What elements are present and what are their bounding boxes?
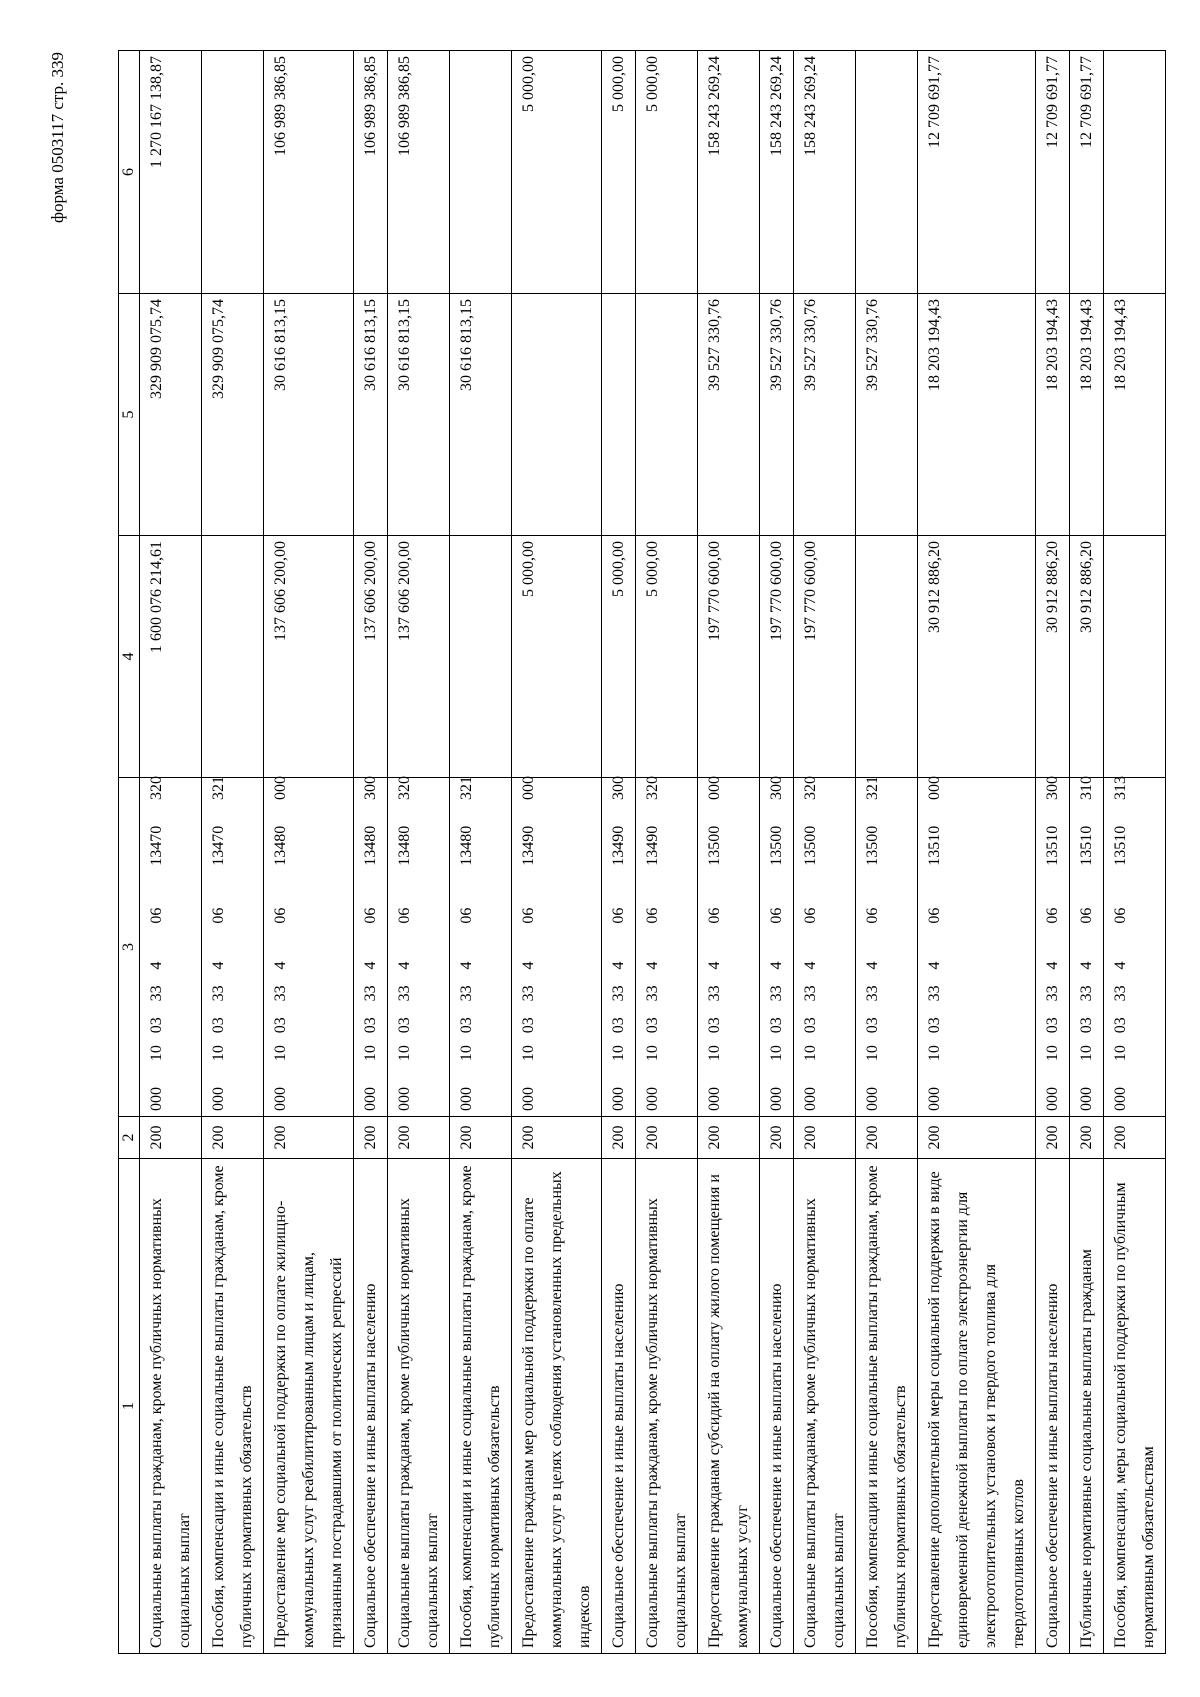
code-segment: 10 — [706, 1045, 723, 1062]
code-segment: 13480 — [396, 825, 413, 866]
code-segment: 10 — [1078, 1045, 1095, 1062]
code-segment: 06 — [1044, 907, 1061, 924]
row-amount-col5: 329 909 075,74 — [202, 294, 264, 536]
code-segment: 313 — [1112, 776, 1129, 801]
row-indicator-name: Социальные выплаты гражданам, кроме публичных нормативных социальных выплат — [794, 1159, 856, 1654]
code-segment: 10 — [1044, 1045, 1061, 1062]
row-indicator-name: Предоставление гражданам мер социальной поддержки по оплате коммунальных услуг в целях соблюдения установленных предельных индексов — [512, 1159, 602, 1654]
row-amount-col4: 5 000,00 — [636, 536, 698, 778]
row-line-code: 200 — [760, 1117, 794, 1159]
code-segment: 13500 — [802, 825, 819, 866]
code-segment: 03 — [864, 1017, 881, 1034]
code-segment: 03 — [458, 1017, 475, 1034]
row-budget-classification-code — [698, 778, 760, 1117]
row-indicator-name: Публичные нормативные социальные выплаты гражданам — [1070, 1159, 1104, 1654]
row-amount-col5: 39 527 330,76 — [698, 294, 760, 536]
row-line-code: 200 — [1070, 1117, 1104, 1159]
code-segment: 4 — [520, 961, 537, 970]
code-segment: 000 — [706, 1087, 723, 1111]
row-amount-col5: 39 527 330,76 — [760, 294, 794, 536]
code-segment: 4 — [1044, 961, 1061, 970]
table-row — [388, 51, 450, 1654]
code-segment: 000 — [272, 776, 289, 801]
row-amount-col6: 5 000,00 — [636, 51, 698, 294]
form-number-label: форма 0503117 стр. 339 — [48, 52, 67, 223]
code-segment: 10 — [864, 1045, 881, 1062]
row-indicator-name: Социальные выплаты гражданам, кроме публичных нормативных социальных выплат — [388, 1159, 450, 1654]
code-segment: 320 — [148, 776, 165, 801]
row-amount-col4 — [202, 536, 264, 778]
code-segment: 4 — [802, 961, 819, 970]
row-amount-col6: 158 243 269,24 — [794, 51, 856, 294]
table-row — [264, 51, 354, 1654]
row-indicator-name: Социальное обеспечение и иные выплаты населению — [602, 1159, 636, 1654]
column-header-2: 2 — [119, 1117, 140, 1159]
row-indicator-name: Предоставление мер социальной поддержки по оплате жилищно-коммунальных услуг реабилитированным лицам и лицам, признанным пострадавшими от политических репрессий — [264, 1159, 354, 1654]
table-row — [354, 51, 388, 1654]
code-segment: 10 — [520, 1045, 537, 1062]
table-row — [760, 51, 794, 1654]
row-amount-col4: 30 912 886,20 — [1036, 536, 1070, 778]
code-segment: 06 — [926, 907, 943, 924]
row-amount-col5: 39 527 330,76 — [794, 294, 856, 536]
code-segment: 10 — [644, 1045, 661, 1062]
row-amount-col6: 12 709 691,77 — [918, 51, 1036, 294]
row-amount-col5: 18 203 194,43 — [1036, 294, 1070, 536]
code-segment: 06 — [610, 907, 627, 924]
code-segment: 03 — [520, 1017, 537, 1034]
table-row — [1036, 51, 1070, 1654]
row-amount-col6: 158 243 269,24 — [760, 51, 794, 294]
code-segment: 000 — [272, 1087, 289, 1111]
row-line-code: 200 — [264, 1117, 354, 1159]
code-segment: 4 — [864, 961, 881, 970]
column-header-1: 1 — [119, 1159, 140, 1654]
row-line-code: 200 — [450, 1117, 512, 1159]
row-amount-col5 — [512, 294, 602, 536]
code-segment: 03 — [1112, 1017, 1129, 1034]
row-line-code: 200 — [140, 1117, 202, 1159]
row-budget-classification-code — [202, 778, 264, 1117]
row-amount-col5 — [636, 294, 698, 536]
table-row — [794, 51, 856, 1654]
code-segment: 03 — [644, 1017, 661, 1034]
row-line-code: 200 — [354, 1117, 388, 1159]
row-budget-classification-code — [602, 778, 636, 1117]
code-segment: 10 — [210, 1045, 227, 1062]
code-segment: 06 — [644, 907, 661, 924]
column-header-4: 4 — [119, 536, 140, 778]
code-segment: 13510 — [1112, 825, 1129, 866]
table-row — [512, 51, 602, 1654]
code-segment: 4 — [706, 961, 723, 970]
code-segment: 4 — [396, 961, 413, 970]
row-budget-classification-code — [388, 778, 450, 1117]
row-amount-col4: 197 770 600,00 — [794, 536, 856, 778]
row-indicator-name: Социальное обеспечение и иные выплаты населению — [354, 1159, 388, 1654]
code-segment: 13470 — [210, 825, 227, 866]
code-segment: 000 — [926, 1087, 943, 1111]
row-amount-col6: 5 000,00 — [602, 51, 636, 294]
row-amount-col4: 1 600 076 214,61 — [140, 536, 202, 778]
report-table — [118, 50, 1166, 1654]
code-segment: 300 — [768, 776, 785, 801]
row-budget-classification-code — [760, 778, 794, 1117]
code-segment: 4 — [644, 961, 661, 970]
row-indicator-name: Социальные выплаты гражданам, кроме публичных нормативных социальных выплат — [140, 1159, 202, 1654]
code-segment: 13510 — [1044, 825, 1061, 866]
code-segment: 10 — [610, 1045, 627, 1062]
row-line-code: 200 — [918, 1117, 1036, 1159]
row-indicator-name: Предоставление гражданам субсидий на оплату жилого помещения и коммунальных услуг — [698, 1159, 760, 1654]
row-indicator-name: Социальные выплаты гражданам, кроме публичных нормативных социальных выплат — [636, 1159, 698, 1654]
row-amount-col6: 158 243 269,24 — [698, 51, 760, 294]
row-amount-col5: 18 203 194,43 — [1070, 294, 1104, 536]
code-segment: 03 — [396, 1017, 413, 1034]
table-body — [140, 51, 1166, 1654]
row-amount-col5: 39 527 330,76 — [856, 294, 918, 536]
code-segment: 06 — [1112, 907, 1129, 924]
row-amount-col5: 18 203 194,43 — [918, 294, 1036, 536]
row-budget-classification-code — [636, 778, 698, 1117]
column-header-6: 6 — [119, 51, 140, 294]
row-amount-col4: 30 912 886,20 — [1070, 536, 1104, 778]
code-segment: 4 — [272, 961, 289, 970]
code-segment: 06 — [458, 907, 475, 924]
code-segment: 33 — [768, 985, 785, 1002]
code-segment: 03 — [272, 1017, 289, 1034]
code-segment: 33 — [1112, 985, 1129, 1002]
table-row — [202, 51, 264, 1654]
row-budget-classification-code — [450, 778, 512, 1117]
row-line-code: 200 — [856, 1117, 918, 1159]
code-segment: 13500 — [864, 825, 881, 866]
code-segment: 06 — [768, 907, 785, 924]
code-segment: 33 — [396, 985, 413, 1002]
row-budget-classification-code — [1104, 778, 1166, 1117]
row-line-code: 200 — [1036, 1117, 1070, 1159]
code-segment: 10 — [802, 1045, 819, 1062]
code-segment: 06 — [272, 907, 289, 924]
row-budget-classification-code — [140, 778, 202, 1117]
row-amount-col6 — [1104, 51, 1166, 294]
row-budget-classification-code — [1070, 778, 1104, 1117]
code-segment: 000 — [644, 1087, 661, 1111]
code-segment: 33 — [520, 985, 537, 1002]
row-amount-col4: 5 000,00 — [602, 536, 636, 778]
code-segment: 33 — [610, 985, 627, 1002]
code-segment: 06 — [520, 907, 537, 924]
table-row — [140, 51, 202, 1654]
row-amount-col4: 197 770 600,00 — [760, 536, 794, 778]
code-segment: 13490 — [610, 825, 627, 866]
code-segment: 13490 — [520, 825, 537, 866]
code-segment: 10 — [1112, 1045, 1129, 1062]
row-line-code: 200 — [512, 1117, 602, 1159]
code-segment: 000 — [458, 1087, 475, 1111]
row-budget-classification-code — [512, 778, 602, 1117]
code-segment: 06 — [210, 907, 227, 924]
row-amount-col6: 12 709 691,77 — [1036, 51, 1070, 294]
code-segment: 13510 — [1078, 825, 1095, 866]
code-segment: 13470 — [148, 825, 165, 866]
row-line-code: 200 — [636, 1117, 698, 1159]
code-segment: 10 — [458, 1045, 475, 1062]
code-segment: 03 — [148, 1017, 165, 1034]
code-segment: 33 — [1044, 985, 1061, 1002]
table-row — [636, 51, 698, 1654]
code-segment: 33 — [706, 985, 723, 1002]
row-budget-classification-code — [354, 778, 388, 1117]
row-amount-col4: 137 606 200,00 — [264, 536, 354, 778]
code-segment: 320 — [644, 776, 661, 801]
code-segment: 03 — [926, 1017, 943, 1034]
code-segment: 03 — [768, 1017, 785, 1034]
row-amount-col6: 106 989 386,85 — [388, 51, 450, 294]
code-segment: 06 — [1078, 907, 1095, 924]
code-segment: 10 — [768, 1045, 785, 1062]
code-segment: 4 — [1112, 961, 1129, 970]
code-segment: 300 — [1044, 776, 1061, 801]
code-segment: 320 — [802, 776, 819, 801]
row-amount-col5: 30 616 813,15 — [388, 294, 450, 536]
code-segment: 000 — [210, 1087, 227, 1111]
row-amount-col6: 1 270 167 138,87 — [140, 51, 202, 294]
code-segment: 4 — [148, 961, 165, 970]
code-segment: 03 — [1078, 1017, 1095, 1034]
code-segment: 000 — [926, 776, 943, 801]
code-segment: 321 — [210, 776, 227, 801]
code-segment: 4 — [210, 961, 227, 970]
row-indicator-name: Пособия, компенсации и иные социальные выплаты гражданам, кроме публичных нормативных обязательств — [202, 1159, 264, 1654]
code-segment: 33 — [362, 985, 379, 1002]
row-indicator-name: Социальное обеспечение и иные выплаты населению — [760, 1159, 794, 1654]
column-header-5: 5 — [119, 294, 140, 536]
column-header-3: 3 — [119, 778, 140, 1117]
code-segment: 03 — [802, 1017, 819, 1034]
row-budget-classification-code — [1036, 778, 1070, 1117]
code-segment: 03 — [362, 1017, 379, 1034]
code-segment: 06 — [706, 907, 723, 924]
code-segment: 000 — [768, 1087, 785, 1111]
code-segment: 06 — [864, 907, 881, 924]
code-segment: 000 — [1078, 1087, 1095, 1111]
table-row — [918, 51, 1036, 1654]
code-segment: 06 — [802, 907, 819, 924]
code-segment: 33 — [644, 985, 661, 1002]
row-amount-col5: 30 616 813,15 — [264, 294, 354, 536]
code-segment: 33 — [1078, 985, 1095, 1002]
code-segment: 03 — [210, 1017, 227, 1034]
code-segment: 13480 — [362, 825, 379, 866]
code-segment: 10 — [362, 1045, 379, 1062]
code-segment: 33 — [148, 985, 165, 1002]
code-segment: 000 — [1044, 1087, 1061, 1111]
row-amount-col6: 12 709 691,77 — [1070, 51, 1104, 294]
code-segment: 300 — [610, 776, 627, 801]
code-segment: 06 — [396, 907, 413, 924]
code-segment: 13480 — [458, 825, 475, 866]
code-segment: 33 — [926, 985, 943, 1002]
code-segment: 000 — [362, 1087, 379, 1111]
code-segment: 03 — [610, 1017, 627, 1034]
row-line-code: 200 — [698, 1117, 760, 1159]
code-segment: 13480 — [272, 825, 289, 866]
row-amount-col4 — [1104, 536, 1166, 778]
row-amount-col6: 106 989 386,85 — [354, 51, 388, 294]
row-line-code: 200 — [602, 1117, 636, 1159]
row-indicator-name: Социальное обеспечение и иные выплаты населению — [1036, 1159, 1070, 1654]
code-segment: 000 — [520, 1087, 537, 1111]
row-line-code: 200 — [388, 1117, 450, 1159]
code-segment: 321 — [864, 776, 881, 801]
code-segment: 4 — [458, 961, 475, 970]
code-segment: 03 — [1044, 1017, 1061, 1034]
code-segment: 4 — [362, 961, 379, 970]
code-segment: 10 — [926, 1045, 943, 1062]
code-segment: 13490 — [644, 825, 661, 866]
code-segment: 000 — [802, 1087, 819, 1111]
table-row — [450, 51, 512, 1654]
code-segment: 06 — [148, 907, 165, 924]
code-segment: 33 — [802, 985, 819, 1002]
code-segment: 000 — [864, 1087, 881, 1111]
row-amount-col6 — [450, 51, 512, 294]
code-segment: 13500 — [768, 825, 785, 866]
row-amount-col5: 30 616 813,15 — [354, 294, 388, 536]
row-amount-col4: 197 770 600,00 — [698, 536, 760, 778]
row-budget-classification-code — [918, 778, 1036, 1117]
table-row — [602, 51, 636, 1654]
code-segment: 4 — [768, 961, 785, 970]
row-amount-col4: 137 606 200,00 — [354, 536, 388, 778]
table-row — [698, 51, 760, 1654]
row-amount-col5: 30 616 813,15 — [450, 294, 512, 536]
code-segment: 000 — [706, 776, 723, 801]
code-segment: 10 — [396, 1045, 413, 1062]
code-segment: 03 — [706, 1017, 723, 1034]
row-amount-col6 — [856, 51, 918, 294]
row-amount-col4 — [450, 536, 512, 778]
row-amount-col4: 5 000,00 — [512, 536, 602, 778]
code-segment: 000 — [148, 1087, 165, 1111]
table-row — [856, 51, 918, 1654]
code-segment: 4 — [926, 961, 943, 970]
code-segment: 300 — [362, 776, 379, 801]
row-amount-col4: 137 606 200,00 — [388, 536, 450, 778]
code-segment: 321 — [458, 776, 475, 801]
code-segment: 4 — [610, 961, 627, 970]
row-budget-classification-code — [264, 778, 354, 1117]
row-amount-col4: 30 912 886,20 — [918, 536, 1036, 778]
row-amount-col4 — [856, 536, 918, 778]
code-segment: 000 — [520, 776, 537, 801]
row-indicator-name: Пособия, компенсации и иные социальные выплаты гражданам, кроме публичных нормативных обязательств — [856, 1159, 918, 1654]
row-budget-classification-code — [856, 778, 918, 1117]
code-segment: 13510 — [926, 825, 943, 866]
code-segment: 33 — [272, 985, 289, 1002]
row-line-code: 200 — [794, 1117, 856, 1159]
code-segment: 310 — [1078, 776, 1095, 801]
row-amount-col5: 329 909 075,74 — [140, 294, 202, 536]
row-indicator-name: Предоставление дополнительной меры социальной поддержки в виде единовременной денежной выплаты по оплате электроэнергии для электроотопительных установок и твердого топлива для твердотопливных котлов — [918, 1159, 1036, 1654]
code-segment: 13500 — [706, 825, 723, 866]
code-segment: 10 — [148, 1045, 165, 1062]
table-row — [1070, 51, 1104, 1654]
code-segment: 06 — [362, 907, 379, 924]
row-amount-col6: 106 989 386,85 — [264, 51, 354, 294]
code-segment: 000 — [396, 1087, 413, 1111]
row-indicator-name: Пособия, компенсации, меры социальной поддержки по публичным нормативным обязательствам — [1104, 1159, 1166, 1654]
row-indicator-name: Пособия, компенсации и иные социальные выплаты гражданам, кроме публичных нормативных обязательств — [450, 1159, 512, 1654]
row-line-code: 200 — [202, 1117, 264, 1159]
code-segment: 33 — [864, 985, 881, 1002]
row-amount-col6: 5 000,00 — [512, 51, 602, 294]
code-segment: 33 — [210, 985, 227, 1002]
row-amount-col5: 18 203 194,43 — [1104, 294, 1166, 536]
code-segment: 000 — [1112, 1087, 1129, 1111]
row-line-code: 200 — [1104, 1117, 1166, 1159]
row-amount-col5 — [602, 294, 636, 536]
column-number-row — [119, 51, 140, 1654]
code-segment: 10 — [272, 1045, 289, 1062]
row-amount-col6 — [202, 51, 264, 294]
table-row — [1104, 51, 1166, 1654]
code-segment: 320 — [396, 776, 413, 801]
code-segment: 000 — [610, 1087, 627, 1111]
code-segment: 4 — [1078, 961, 1095, 970]
code-segment: 33 — [458, 985, 475, 1002]
row-budget-classification-code — [794, 778, 856, 1117]
